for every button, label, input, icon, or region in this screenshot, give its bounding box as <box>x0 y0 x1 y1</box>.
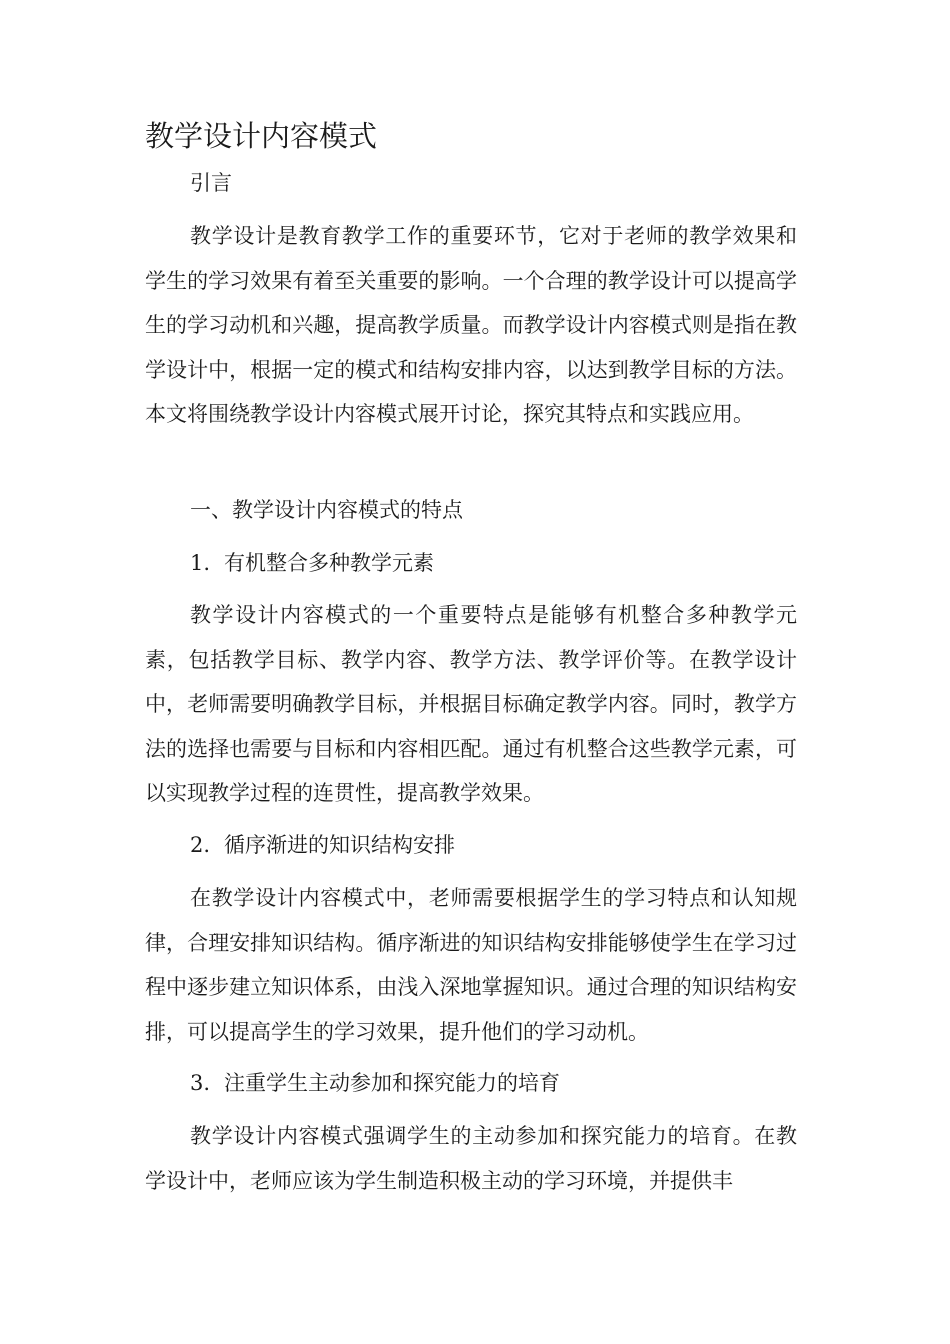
item-number: 2. <box>190 833 211 857</box>
item-paragraph-2: 在教学设计内容模式中，老师需要根据学生的学习特点和认知规律，合理安排知识结构。循序渐进的知识结构安排能够使学生在学习过程中逐步建立知识体系，由浅入深地掌握知识。通过合理的知识结构安排，可以提高学生的学习效果，提升他们的学习动机。 <box>145 886 797 1044</box>
item-number: 3. <box>190 1071 211 1095</box>
item-heading-1 <box>190 541 434 586</box>
item-heading-2 <box>190 823 455 868</box>
item-heading-text: 注重学生主动参加和探究能力的培育 <box>224 1071 561 1095</box>
item-heading-3 <box>190 1061 560 1106</box>
document-title: 教学设计内容模式 <box>145 119 378 153</box>
item-number: 1. <box>190 551 211 575</box>
item-heading-text: 循序渐进的知识结构安排 <box>224 833 456 857</box>
item-heading-text: 有机整合多种教学元素 <box>224 551 435 575</box>
item-paragraph-1: 教学设计内容模式的一个重要特点是能够有机整合多种教学元素，包括教学目标、教学内容、教学方法、教学评价等。在教学设计中，老师需要明确教学目标，并根据目标确定教学内容。同时，教学方法的选择也需要与目标和内容相匹配。通过有机整合这些教学元素，可以实现教学过程的连贯性，提高教学效果。 <box>145 603 797 806</box>
intro-heading: 引言 <box>190 171 232 195</box>
intro-paragraph: 教学设计是教育教学工作的重要环节，它对于老师的教学效果和学生的学习效果有着至关重要的影响。一个合理的教学设计可以提高学生的学习动机和兴趣，提高教学质量。而教学设计内容模式则是指在教学设计中，根据一定的模式和结构安排内容，以达到教学目标的方法。本文将围绕教学设计内容模式展开讨论，探究其特点和实践应用。 <box>145 224 797 427</box>
section-heading: 一、教学设计内容模式的特点 <box>190 498 463 522</box>
item-paragraph-3: 教学设计内容模式强调学生的主动参加和探究能力的培育。在教学设计中，老师应该为学生制造积极主动的学习环境，并提供丰 <box>145 1124 797 1193</box>
